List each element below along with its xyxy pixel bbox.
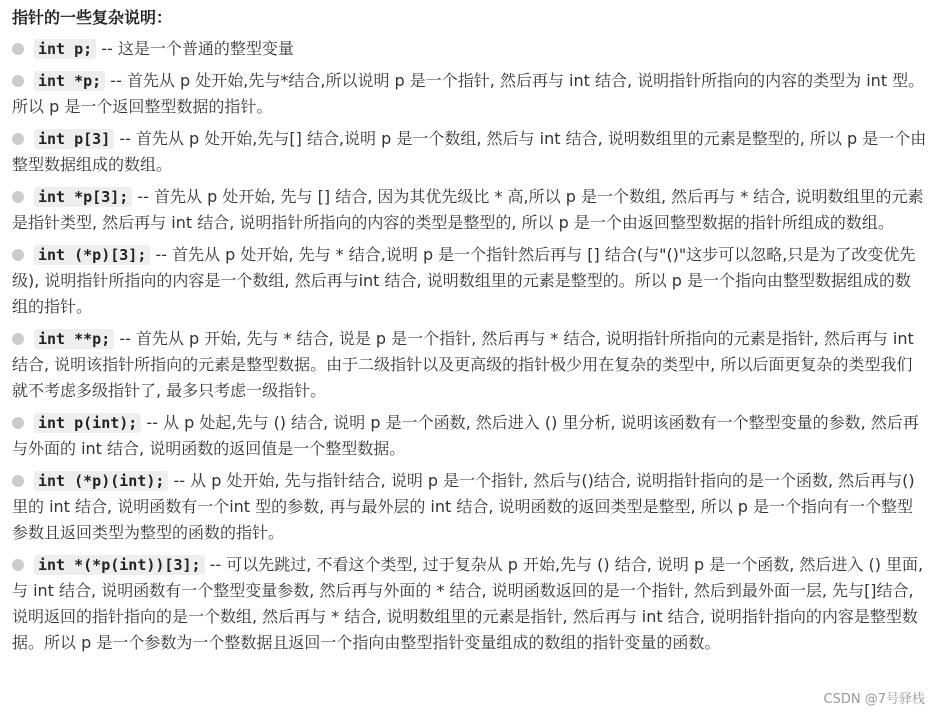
item-description: -- 首先从 p 处开始, 先与 [] 结合, 因为其优先级比 * 高,所以 p 是一个数组, 然后再与 * 结合, 说明数组里的元素是指针类型, 然后再与 int 结合, 说明指针所指向的内容的类型是整型的, 所以 p 是一个由返回整型数据的指针所组成的数组。 bbox=[12, 187, 924, 232]
list-item bbox=[12, 410, 927, 462]
list-item bbox=[12, 326, 927, 404]
item-description: -- 首先从 p 开始, 先与 * 结合, 说是 p 是一个指针, 然后再与 * 结合, 说明指针所指向的元素是指针, 然后再与 int 结合, 说明该指针所指向的元素是整型数据。由于二级指针以及更高级的指针极少用在复杂的类型中, 所以后面更复杂的类型我们就不考虑多级指针了, 最多只考虑一级指针。 bbox=[12, 329, 914, 400]
list-item bbox=[12, 36, 927, 62]
list-item bbox=[12, 184, 927, 236]
code-snippet: int **p; bbox=[34, 329, 114, 349]
watermark: CSDN @7号驿栈 bbox=[823, 692, 925, 707]
item-description: -- 从 p 处起,先与 () 结合, 说明 p 是一个函数, 然后进入 () 里分析, 说明该函数有一个整型变量的参数, 然后再与外面的 int 结合, 说明函数的返回值是一个整型数据。 bbox=[12, 413, 919, 458]
bullet-icon bbox=[12, 249, 24, 261]
code-snippet: int p; bbox=[34, 39, 96, 59]
code-snippet: int p[3] bbox=[34, 129, 114, 149]
item-description: -- 首先从 p 处开始,先与[] 结合,说明 p 是一个数组, 然后与 int 结合, 说明数组里的元素是整型的, 所以 p 是一个由整型数据组成的数组。 bbox=[12, 129, 927, 174]
code-snippet: int (*p)(int); bbox=[34, 471, 168, 491]
pointer-declaration-list bbox=[12, 36, 927, 656]
list-item bbox=[12, 468, 927, 546]
bullet-icon bbox=[12, 559, 24, 571]
item-description: -- 首先从 p 处开始, 先与 * 结合,说明 p 是一个指针然后再与 [] 结合(与"()"这步可以忽略,只是为了改变优先级), 说明指针所指向的内容是一个数组, 然后再与int 结合, 说明数组里的元素是整型的。所以 p 是一个指向由整型数据组成的数组的指针。 bbox=[12, 245, 916, 316]
bullet-icon bbox=[12, 417, 24, 429]
item-description: -- 从 p 处开始, 先与指针结合, 说明 p 是一个指针, 然后与()结合, 说明指针指向的是一个函数, 然后再与()里的 int 结合, 说明函数有一个int 型的参数, 再与最外层的 int 结合, 说明函数的返回类型是整型, 所以 p 是一个指向有一个整型参数且返回类型为整型的函数的指针。 bbox=[12, 471, 915, 542]
bullet-icon bbox=[12, 333, 24, 345]
code-snippet: int *(*p(int))[3]; bbox=[34, 555, 205, 575]
bullet-icon bbox=[12, 43, 24, 55]
bullet-icon bbox=[12, 75, 24, 87]
code-snippet: int *p; bbox=[34, 71, 105, 91]
list-item bbox=[12, 552, 927, 656]
list-item bbox=[12, 126, 927, 178]
section-heading: 指针的一些复杂说明： bbox=[12, 8, 173, 27]
code-snippet: int p(int); bbox=[34, 413, 141, 433]
bullet-icon bbox=[12, 133, 24, 145]
code-snippet: int (*p)[3]; bbox=[34, 245, 150, 265]
bullet-icon bbox=[12, 191, 24, 203]
bullet-icon bbox=[12, 475, 24, 487]
item-description: -- 这是一个普通的整型变量 bbox=[96, 39, 294, 58]
list-item bbox=[12, 242, 927, 320]
list-item bbox=[12, 68, 927, 120]
document-body bbox=[12, 6, 927, 662]
item-description: -- 首先从 p 处开始,先与*结合,所以说明 p 是一个指针, 然后再与 int 结合, 说明指针所指向的内容的类型为 int 型。所以 p 是一个返回整型数据的指针。 bbox=[12, 71, 925, 116]
code-snippet: int *p[3]; bbox=[34, 187, 132, 207]
item-description: -- 可以先跳过, 不看这个类型, 过于复杂从 p 开始,先与 () 结合, 说明 p 是一个函数, 然后进入 () 里面, 与 int 结合, 说明函数有一个整型变量参数, 然后再与外面的 * 结合, 说明函数返回的是一个指针, 然后到最外面一层, 先与[]结合, 说明返回的指针指向的是一个数组, 然后再与 * 结合, 说明数组里的元素是指针, 然后再与 int 结合, 说明指针指向的内容是整型数据。所以 p 是一个参数为一个整数据且返回一个指向由整型指针变量组成的数组的指针变量的函数。 bbox=[12, 555, 924, 652]
